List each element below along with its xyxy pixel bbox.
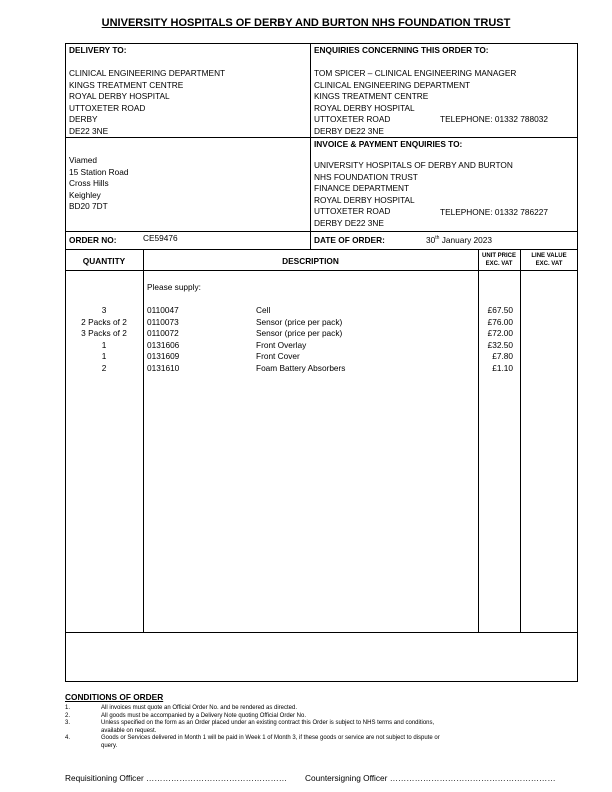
quantity-header: QUANTITY bbox=[82, 256, 126, 266]
unit-price-header-line2: EXC. VAT bbox=[485, 261, 513, 267]
row-description: Front Overlay bbox=[256, 340, 307, 350]
delivery-line: DERBY bbox=[69, 114, 98, 125]
enquiries-line: UTTOXETER ROAD bbox=[314, 114, 391, 125]
invoice-label: INVOICE & PAYMENT ENQUIRIES TO: bbox=[314, 139, 463, 149]
invoice-line: UNIVERSITY HOSPITALS OF DERBY AND BURTON bbox=[314, 160, 513, 170]
row-unit-price: £72.00 bbox=[487, 328, 513, 338]
row-unit-price: £67.50 bbox=[487, 305, 513, 315]
requisitioning-officer-signature: Requisitioning Officer …………………………………………… bbox=[65, 773, 288, 783]
invoice-line: UTTOXETER ROAD bbox=[314, 206, 391, 217]
condition-line: available on request. bbox=[101, 727, 157, 734]
enquiries-line: KINGS TREATMENT CENTRE bbox=[314, 91, 429, 102]
delivery-line: CLINICAL ENGINEERING DEPARTMENT bbox=[69, 68, 226, 78]
rule-before-table-head bbox=[65, 249, 578, 250]
divider-quantity-column bbox=[143, 249, 144, 632]
trust-title: UNIVERSITY HOSPITALS OF DERBY AND BURTON NHS FOUNDATION TRUST bbox=[101, 17, 511, 29]
line-value-header-line1: LINE VALUE bbox=[531, 253, 567, 259]
enquiries-line: DERBY DE22 3NE bbox=[314, 125, 384, 136]
condition-item bbox=[65, 705, 575, 713]
line-value-header-line2: EXC. VAT bbox=[535, 261, 563, 267]
condition-line: All goods must be accompanied by a Delivery Note quoting Official Order No. bbox=[101, 712, 306, 719]
supplier-line: Viamed bbox=[69, 155, 97, 165]
row-quantity: 2 bbox=[101, 363, 107, 373]
condition-line: query. bbox=[101, 742, 118, 749]
row-description: Sensor (price per pack) bbox=[256, 328, 343, 338]
delivery-line: DE22 3NE bbox=[69, 125, 109, 136]
row-code: 0110072 bbox=[147, 328, 179, 338]
please-supply-text: Please supply: bbox=[147, 282, 201, 292]
rule-table-bottom bbox=[65, 632, 578, 633]
condition-number: 4. bbox=[65, 735, 71, 742]
enquiries-address bbox=[314, 68, 516, 138]
unit-price-header bbox=[478, 252, 520, 268]
rule-before-order-no bbox=[65, 231, 578, 232]
row-description: Sensor (price per pack) bbox=[256, 317, 343, 327]
supplier-line: BD20 7DT bbox=[69, 201, 108, 212]
condition-line: Goods or Services delivered in Month 1 will be paid in Week 1 of Month 3, if these goods or service are not subject to dispute or bbox=[101, 735, 440, 742]
delivery-address bbox=[69, 68, 225, 138]
condition-text bbox=[101, 713, 306, 721]
row-quantity: 3 Packs of 2 bbox=[81, 328, 127, 338]
enquiries-line: TOM SPICER – CLINICAL ENGINEERING MANAGER bbox=[314, 68, 517, 78]
row-code: 0110047 bbox=[147, 305, 179, 315]
rule-after-table-head bbox=[65, 270, 578, 271]
row-description: Foam Battery Absorbers bbox=[256, 363, 346, 373]
line-value-header bbox=[520, 252, 578, 268]
condition-number: 2. bbox=[65, 712, 71, 719]
invoice-telephone: TELEPHONE: 01332 786227 bbox=[440, 207, 548, 217]
supplier-line: Cross Hills bbox=[69, 178, 109, 189]
delivery-line: UTTOXETER ROAD bbox=[69, 102, 146, 113]
enquiries-telephone: TELEPHONE: 01332 788032 bbox=[440, 114, 548, 124]
order-date-value bbox=[426, 233, 492, 246]
condition-number: 3. bbox=[65, 720, 71, 727]
order-date-suffix: th bbox=[435, 235, 440, 241]
invoice-address bbox=[314, 160, 513, 230]
order-date-rest: January 2023 bbox=[439, 234, 492, 245]
invoice-line: FINANCE DEPARTMENT bbox=[314, 183, 410, 194]
row-quantity: 2 Packs of 2 bbox=[81, 317, 127, 327]
row-quantity: 3 bbox=[101, 305, 107, 315]
condition-line: All invoices must quote an Official Order No. and be rendered as directed. bbox=[101, 705, 297, 711]
condition-text bbox=[101, 720, 434, 735]
row-quantity: 1 bbox=[101, 351, 107, 361]
conditions-title: CONDITIONS OF ORDER bbox=[65, 692, 164, 702]
invoice-line: ROYAL DERBY HOSPITAL bbox=[314, 194, 415, 205]
row-unit-price: £1.10 bbox=[492, 363, 513, 373]
supplier-line: Keighley bbox=[69, 189, 101, 200]
row-description: Cell bbox=[256, 305, 271, 315]
enquiries-label: ENQUIRIES CONCERNING THIS ORDER TO: bbox=[314, 45, 489, 55]
condition-item bbox=[65, 720, 575, 735]
order-date-label: DATE OF ORDER: bbox=[314, 235, 385, 245]
row-code: 0110073 bbox=[147, 317, 179, 327]
row-description: Front Cover bbox=[256, 351, 300, 361]
condition-item bbox=[65, 713, 575, 721]
row-unit-price: £32.50 bbox=[487, 340, 513, 350]
supplier-line: 15 Station Road bbox=[69, 166, 129, 177]
delivery-label: DELIVERY TO: bbox=[69, 45, 127, 55]
divider-line-value-column bbox=[520, 249, 521, 632]
divider-address-columns bbox=[310, 43, 311, 249]
invoice-line: DERBY DE22 3NE bbox=[314, 217, 384, 228]
condition-text bbox=[101, 735, 440, 750]
row-code: 0131606 bbox=[147, 340, 180, 350]
enquiries-line: CLINICAL ENGINEERING DEPARTMENT bbox=[314, 79, 471, 90]
conditions-list bbox=[65, 705, 575, 751]
row-code: 0131609 bbox=[147, 351, 180, 361]
description-header: DESCRIPTION bbox=[282, 256, 339, 266]
row-quantity: 1 bbox=[101, 340, 107, 350]
row-unit-price: £76.00 bbox=[487, 317, 513, 327]
countersigning-officer-signature: Countersigning Officer …………………………………………………… bbox=[305, 773, 556, 783]
condition-text bbox=[101, 705, 297, 713]
order-date-day: 30 bbox=[426, 234, 436, 245]
supplier-address bbox=[69, 155, 129, 213]
delivery-line: KINGS TREATMENT CENTRE bbox=[69, 79, 184, 90]
row-code: 0131610 bbox=[147, 363, 180, 373]
row-unit-price: £7.80 bbox=[492, 351, 513, 361]
condition-line: Unless specified on the form as an Order placed under an existing contract this Order is subject to NHS terms and conditions, bbox=[101, 720, 435, 727]
condition-number: 1. bbox=[65, 705, 71, 711]
order-number-value: CE59476 bbox=[143, 233, 178, 243]
unit-price-header-line1: UNIT PRICE bbox=[481, 253, 516, 259]
condition-item bbox=[65, 735, 575, 750]
order-number-label: ORDER NO: bbox=[69, 235, 117, 245]
delivery-line: ROYAL DERBY HOSPITAL bbox=[69, 91, 170, 102]
invoice-line: NHS FOUNDATION TRUST bbox=[314, 171, 418, 182]
enquiries-line: ROYAL DERBY HOSPITAL bbox=[314, 102, 415, 113]
